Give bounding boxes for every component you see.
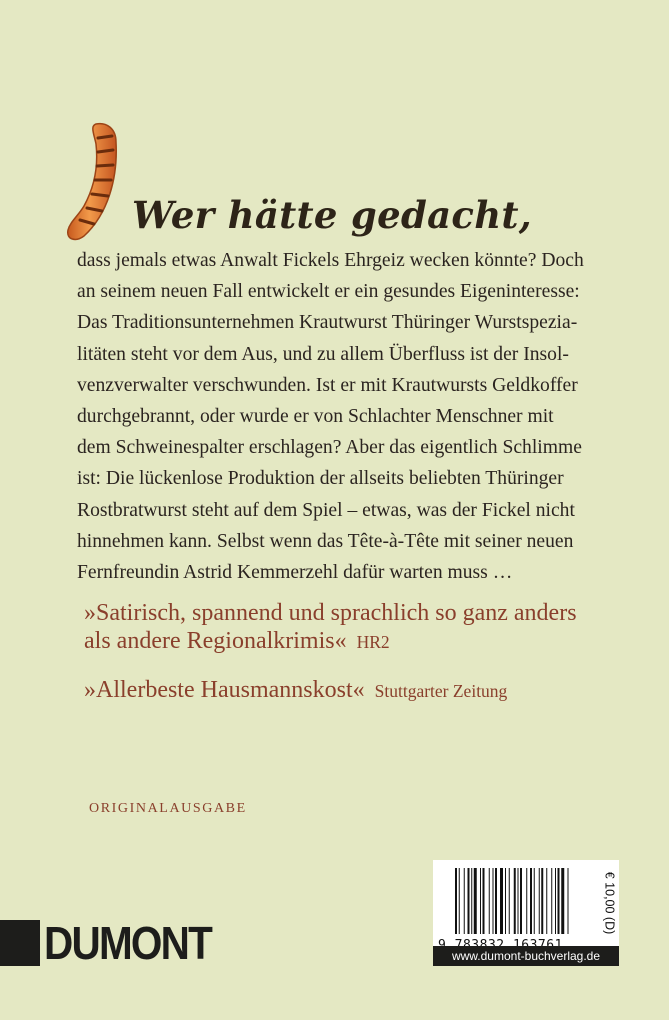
blurb-line: venzverwalter verschwunden. Ist er mit Krautwursts Geldkoffer — [77, 374, 578, 396]
blurb-line: Das Traditionsunternehmen Krautwurst Thüringer Wurstspezia- — [77, 312, 578, 334]
blurb-text — [77, 245, 637, 588]
barcode-bar — [493, 868, 494, 934]
quote-text: »Allerbeste Hausmannskost« — [84, 677, 365, 703]
quote-text: als andere Regionalkrimis« — [84, 628, 347, 654]
barcode-bar — [480, 868, 481, 934]
barcode-bar — [468, 868, 470, 934]
price-text: € 10,00 (D) — [602, 871, 616, 935]
blurb-line: hinnehmen kann. Selbst wenn das Tête-à-Tête mit seiner neuen — [77, 530, 574, 552]
barcode-bar — [464, 868, 465, 934]
blurb-line: Fernfreundin Astrid Kemmerzehl dafür warten muss … — [77, 562, 513, 584]
barcode-bar — [561, 868, 564, 934]
barcode-bar — [530, 868, 532, 934]
barcode-bar — [520, 868, 522, 934]
headline: Wer hätte gedacht, — [132, 193, 532, 237]
quote-source: HR2 — [356, 632, 390, 652]
barcode-bar — [539, 868, 540, 934]
review-quote-2 — [84, 677, 507, 704]
blurb-line: durchgebrannt, oder wurde er von Schlachter Menschner mit — [77, 406, 554, 428]
barcode-bar — [558, 868, 560, 934]
barcode-icon — [455, 868, 591, 934]
review-quote-1-line-2 — [84, 628, 390, 655]
quote-source: Stuttgarter Zeitung — [374, 681, 508, 701]
barcode-bar — [555, 868, 556, 934]
barcode-bar — [518, 868, 519, 934]
barcode-bar — [495, 868, 497, 934]
barcode-bar — [514, 868, 516, 934]
blurb-line: dass jemals etwas Anwalt Fickels Ehrgeiz wecken könnte? Doch — [77, 250, 584, 271]
barcode-bar — [471, 868, 472, 934]
barcode-bar — [551, 868, 552, 934]
blurb-line: an seinem neuen Fall entwickelt er ein gesundes Eigeninteresse: — [77, 281, 580, 303]
publisher-logo: DUMONT — [44, 917, 212, 969]
barcode-bar — [534, 868, 535, 934]
barcode-bar — [455, 868, 457, 934]
barcode-panel — [433, 860, 619, 966]
quote-text: »Satirisch, spannend und sprachlich so ganz anders — [84, 600, 577, 626]
barcode-bar — [489, 868, 490, 934]
barcode-bar — [505, 868, 506, 934]
sausage-icon — [62, 118, 126, 246]
review-quote-1-line-1 — [84, 600, 577, 627]
barcode-bar — [546, 868, 547, 934]
barcode-bar — [509, 868, 510, 934]
barcode-bar — [568, 868, 569, 934]
price-label — [601, 866, 617, 940]
barcode-bar — [459, 868, 460, 934]
blurb-line: Rostbratwurst steht auf dem Spiel – etwas, was der Fickel nicht — [77, 499, 575, 521]
barcode-bar — [526, 868, 527, 934]
barcode-bar — [541, 868, 543, 934]
logo-bar — [0, 920, 40, 966]
blurb-line: ist: Die lückenlose Produktion der allseits beliebten Thüringer — [77, 468, 564, 490]
barcode-bar — [474, 868, 477, 934]
blurb-line: litäten steht vor dem Aus, und zu allem Überfluss ist der Insol- — [77, 343, 569, 365]
publisher-url: www.dumont-buchverlag.de — [433, 946, 619, 966]
barcode-bar — [483, 868, 485, 934]
blurb-line: dem Schweinespalter erschlagen? Aber das eigentlich Schlimme — [77, 437, 582, 459]
barcode-bar — [500, 868, 503, 934]
edition-label: ORIGINALAUSGABE — [89, 801, 247, 816]
